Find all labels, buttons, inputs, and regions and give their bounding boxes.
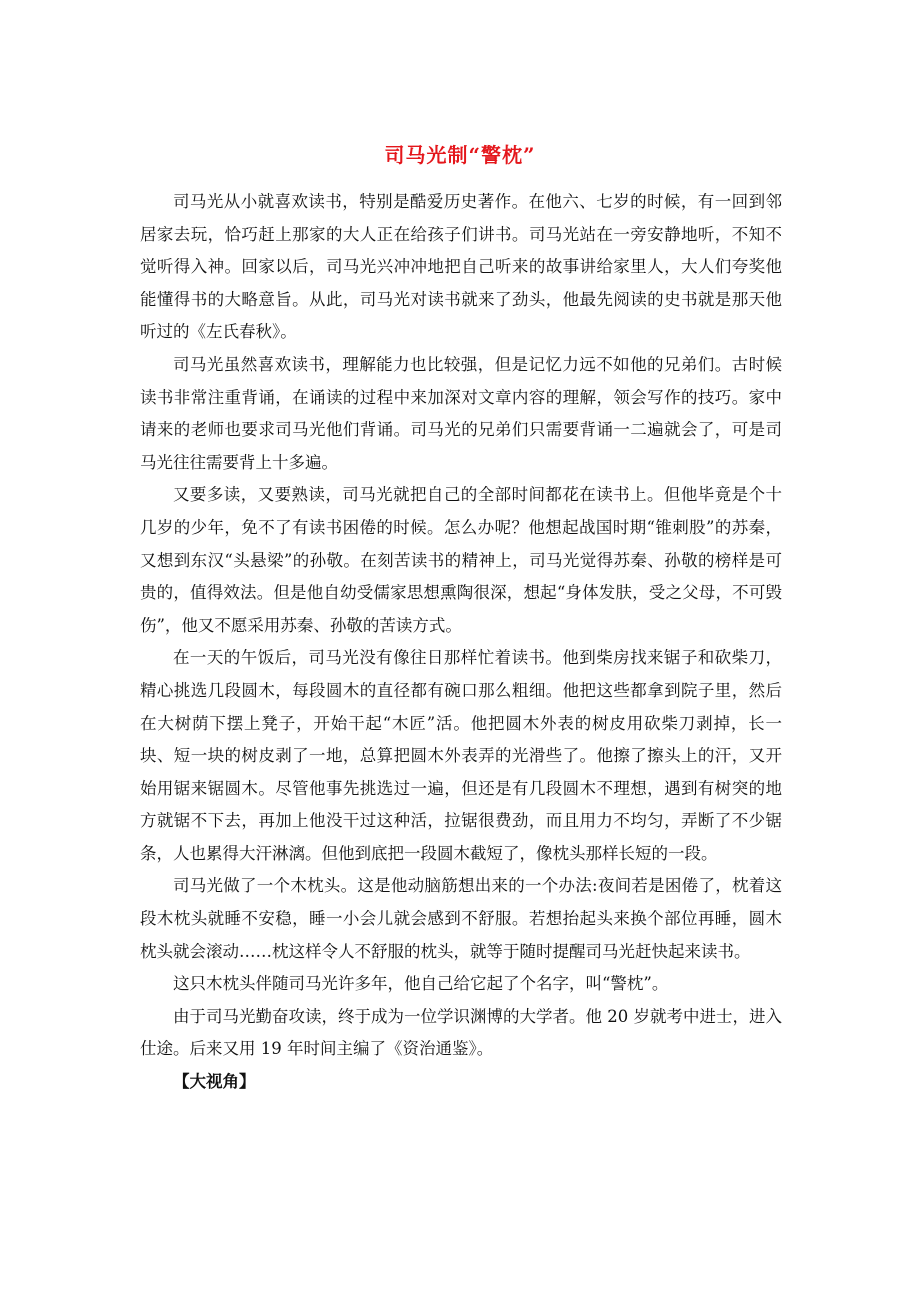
- paragraph-7: 由于司马光勤奋攻读，终于成为一位学识渊博的大学者。他 20 岁就考中进士，进入仕途。后来又用 19 年时间主编了《资治通鉴》。: [140, 1006, 782, 1059]
- paragraph-2: 司马光虽然喜欢读书，理解能力也比较强，但是记忆力远不如他的兄弟们。古时候读书非常注重背诵，在诵读的过程中来加深对文章内容的理解，领会写作的技巧。家中请来的老师也要求司马光他们背诵。司马光的兄弟们只需要背诵一二遍就会了，可是司马光往往需要背上十多遍。: [140, 354, 782, 472]
- paragraph-3: 又要多读，又要熟读，司马光就把自己的全部时间都花在读书上。但他毕竟是个十几岁的少年，免不了有读书困倦的时候。怎么办呢？他想起战国时期“锥刺股”的苏秦，又想到东汉“头悬梁”的孙敬。在刻苦读书的精神上，司马光觉得苏秦、孙敬的榜样是可贵的，值得效法。但是他自幼受儒家思想熏陶很深，想起“身体发肤，受之父母，不可毁伤”，他又不愿采用苏秦、孙敬的苦读方式。: [140, 485, 782, 635]
- paragraph-1: 司马光从小就喜欢读书，特别是酷爱历史著作。在他六、七岁的时候，有一回到邻居家去玩，恰巧赶上那家的大人正在给孩子们讲书。司马光站在一旁安静地听，不知不觉听得入神。回家以后，司马光兴冲冲地把自己听来的故事讲给家里人，大人们夸奖他能懂得书的大略意旨。从此，司马光对读书就来了劲头，他最先阅读的史书就是那天他听过的《左氏春秋》。: [140, 192, 782, 342]
- paragraph-5: 司马光做了一个木枕头。这是他动脑筋想出来的一个办法:夜间若是困倦了，枕着这段木枕头就睡不安稳，睡一小会儿就会感到不舒服。若想抬起头来换个部位再睡，圆木枕头就会滚动……枕这样令人不舒服的枕头，就等于随时提醒司马光赶快起来读书。: [140, 876, 782, 961]
- document-title: 司马光制“警枕”: [384, 143, 536, 167]
- section-label: 【大视角】: [173, 1072, 256, 1092]
- paragraph-6: 这只木枕头伴随司马光许多年，他自己给它起了个名字，叫“警枕”。: [173, 974, 669, 994]
- paragraph-4: 在一天的午饭后，司马光没有像往日那样忙着读书。他到柴房找来锯子和砍柴刀，精心挑选几段圆木，每段圆木的直径都有碗口那么粗细。他把这些都拿到院子里，然后在大树荫下摆上凳子，开始干起“木匠”活。他把圆木外表的树皮用砍柴刀剥掉，长一块、短一块的树皮剥了一地，总算把圆木外表弄的光滑些了。他擦了擦头上的汗，又开始用锯来锯圆木。尽管他事先挑选过一遍，但还是有几段圆木不理想，遇到有树突的地方就锯不下去，再加上他没干过这种活，拉锯很费劲，而且用力不均匀，弄断了不少锯条，人也累得大汗淋漓。但他到底把一段圆木截短了，像枕头那样长短的一段。: [140, 648, 782, 863]
- document-body: [140, 186, 782, 1099]
